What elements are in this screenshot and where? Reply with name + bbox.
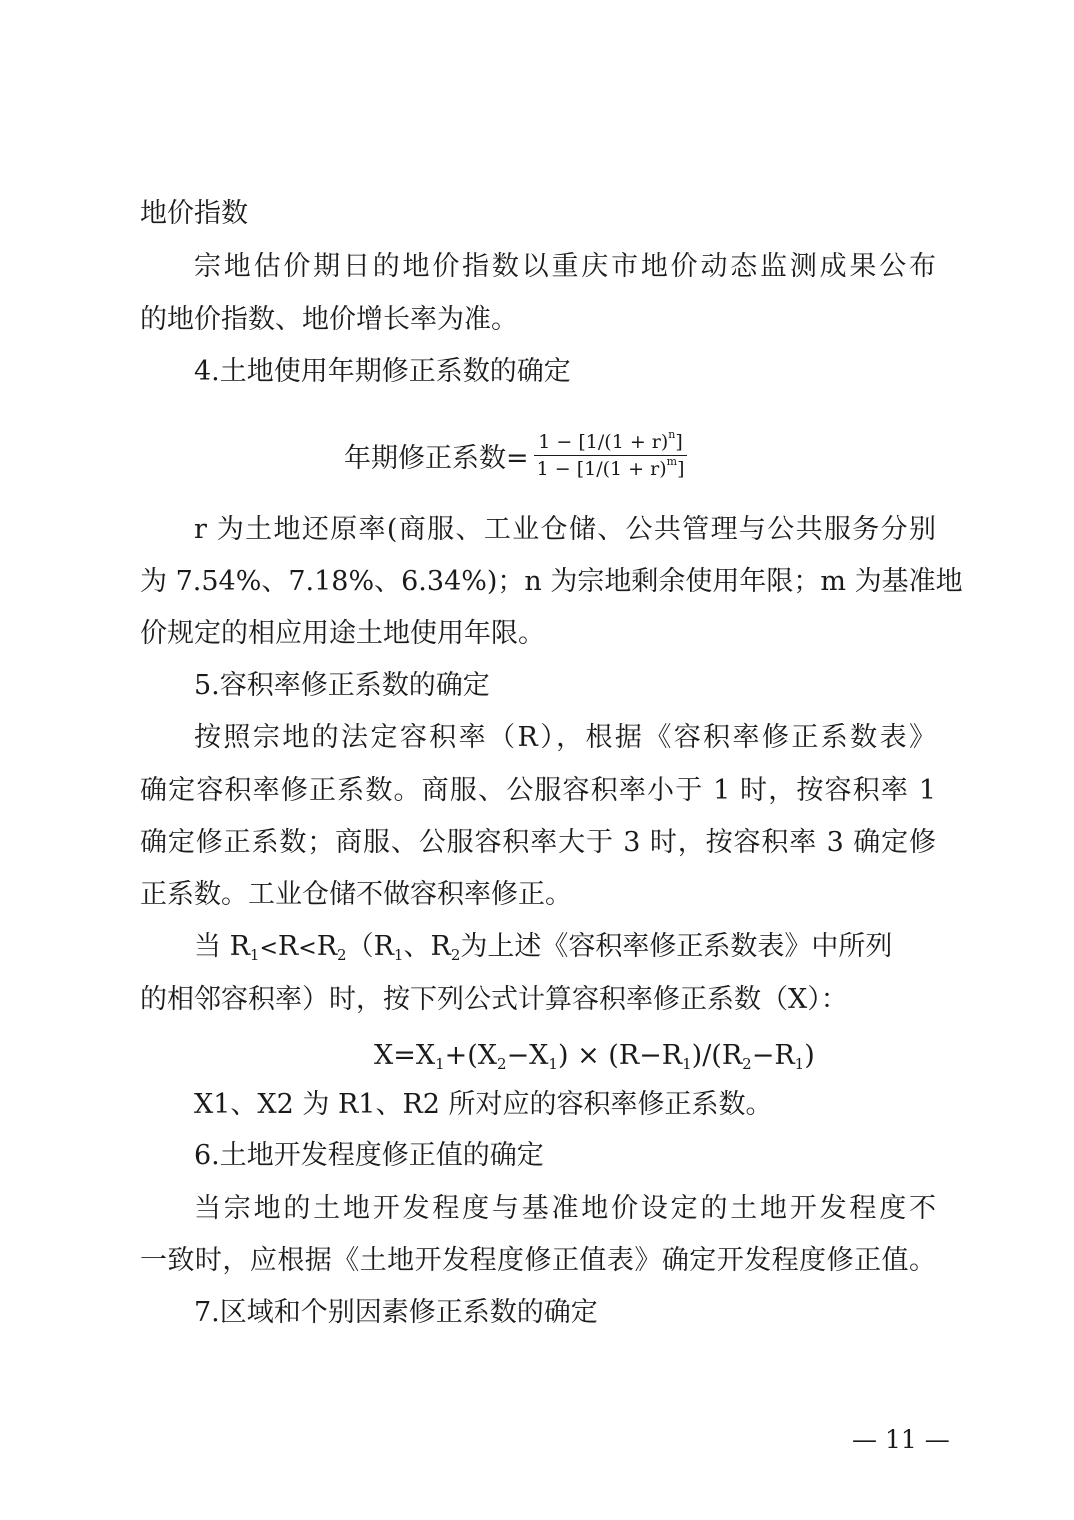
formula-fraction bbox=[533, 429, 689, 482]
text-line: 价规定的相应用途土地使用年限。 bbox=[140, 618, 545, 649]
text-line: 按照宗地的法定容积率（R），根据《容积率修正系数表》 bbox=[194, 722, 936, 753]
text-line: 为 7.54%、7.18%、6.34%)；n 为宗地剩余使用年限；m 为基准地 bbox=[140, 566, 963, 597]
section-heading: 6.土地开发程度修正值的确定 bbox=[194, 1140, 544, 1171]
text-line: 地价指数 bbox=[140, 198, 248, 229]
section-heading: 7.区域和个别因素修正系数的确定 bbox=[194, 1297, 598, 1328]
section-heading: 5.容积率修正系数的确定 bbox=[194, 670, 490, 701]
text-line: 确定修正系数；商服、公服容积率大于 3 时，按容积率 3 确定修 bbox=[140, 827, 936, 858]
text-line: r 为土地还原率(商服、工业仓储、公共管理与公共服务分别 bbox=[194, 514, 936, 545]
formula-numerator: $1 - [1/(1 + r)^n]$ bbox=[534, 429, 687, 456]
text-line: 的地价指数、地价增长率为准。 bbox=[140, 304, 518, 335]
text-line: 一致时，应根据《土地开发程度修正值表》确定开发程度修正值。 bbox=[140, 1245, 936, 1276]
text-line-with-subscripts: 当 $R_1<R<R_2(R_1$、$R_2$为上述《容积率修正系数表》中所列 bbox=[194, 931, 893, 964]
formula-denominator: $1 - [1/(1 + r)^m]$ bbox=[536, 454, 685, 480]
formula-label: 年期修正系数= bbox=[344, 442, 529, 474]
text-line: 的相邻容积率）时，按下列公式计算容积率修正系数（X）： bbox=[140, 984, 848, 1015]
term-correction-formula bbox=[344, 420, 688, 490]
far-interpolation-formula: $X=X_1+(X_2-X_1) \times (R-R_1)/(R_2-R_1)$ bbox=[374, 1040, 815, 1073]
text-line: 宗地估价期日的地价指数以重庆市地价动态监测成果公布 bbox=[194, 251, 936, 282]
text-line: 当宗地的土地开发程度与基准地价设定的土地开发程度不 bbox=[194, 1193, 936, 1224]
text-line: 确定容积率修正系数。商服、公服容积率小于 1 时，按容积率 1 bbox=[140, 775, 936, 806]
text-line: 正系数。工业仓储不做容积率修正。 bbox=[140, 879, 572, 910]
text-line: X1、X2 为 R1、R2 所对应的容积率修正系数。 bbox=[194, 1089, 773, 1120]
page-number: — 11 — bbox=[852, 1425, 950, 1454]
section-heading: 4.土地使用年期修正系数的确定 bbox=[194, 356, 571, 387]
